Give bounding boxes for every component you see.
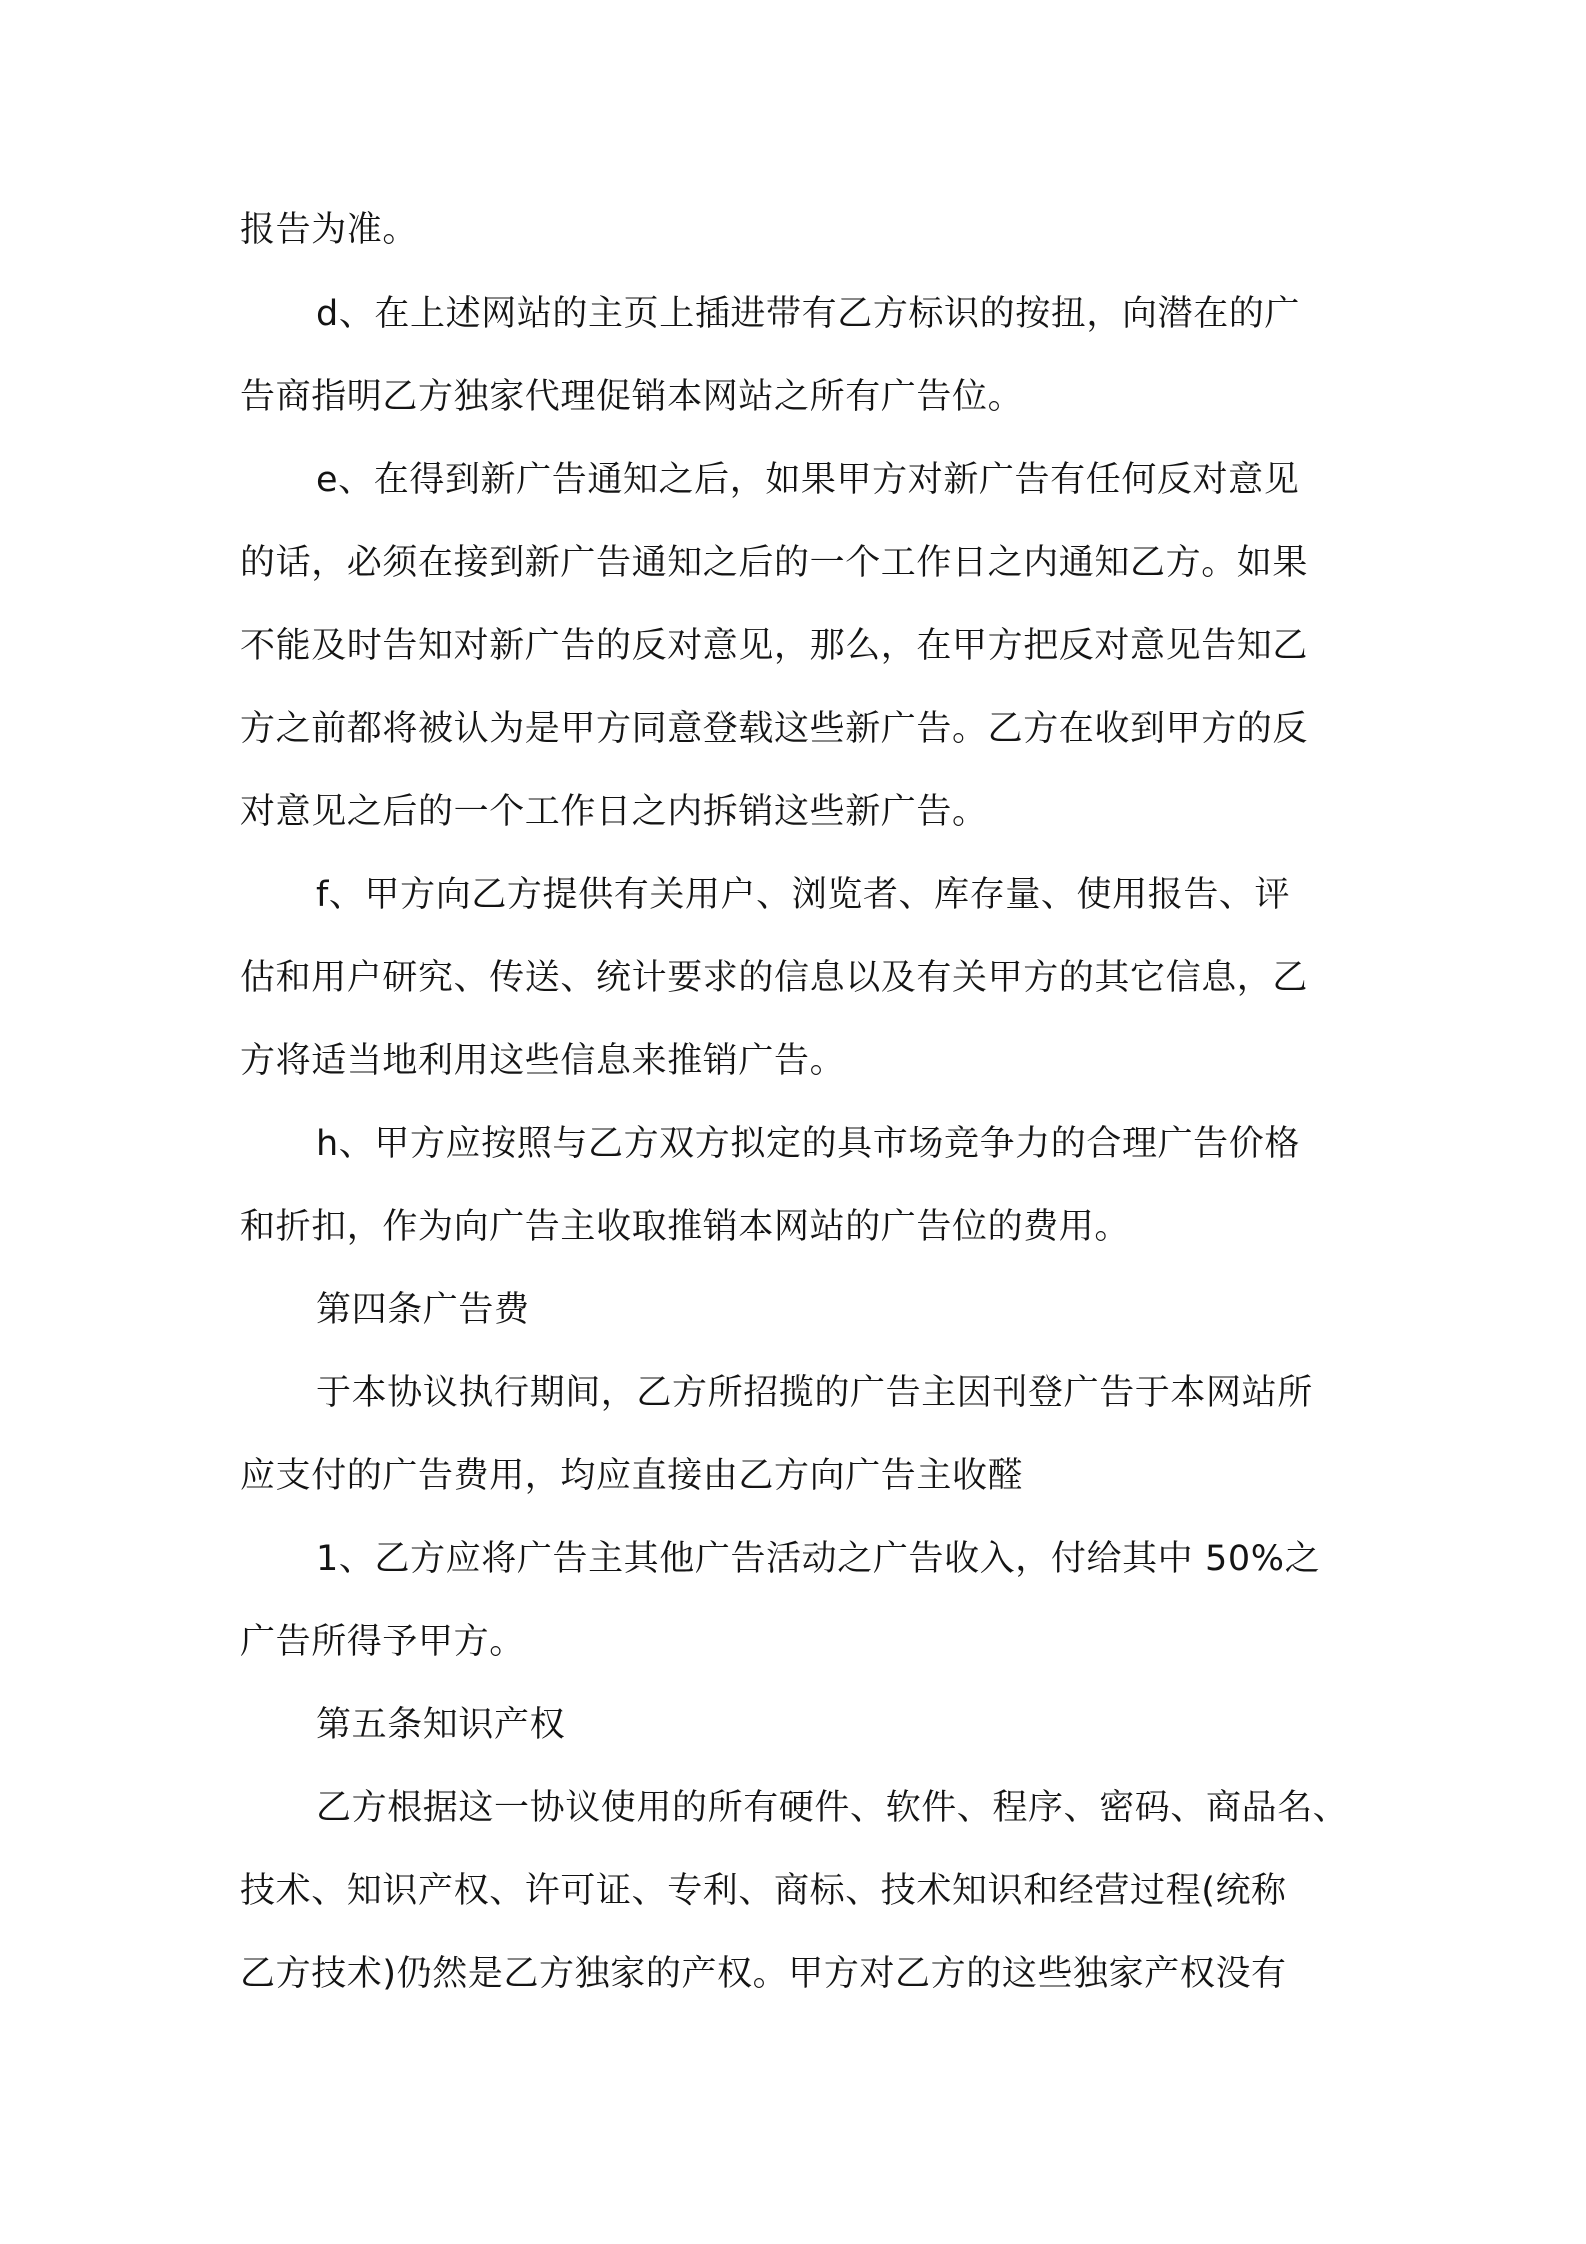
text-line: 技术、知识产权、许可证、专利、商标、技术知识和经营过程(统称 xyxy=(240,1871,1287,1911)
text-line: d、在上述网站的主页上插进带有乙方标识的按扭，向潜在的广 xyxy=(316,294,1301,334)
text-line: 应支付的广告费用，均应直接由乙方向广告主收醛 xyxy=(240,1456,1024,1496)
text-line: h、甲方应按照与乙方双方拟定的具市场竞争力的合理广告价格 xyxy=(316,1124,1300,1164)
text-line: 方将适当地利用这些信息来推销广告。 xyxy=(240,1041,846,1081)
text-line: 告商指明乙方独家代理促销本网站之所有广告位。 xyxy=(240,377,1024,417)
text-line: 报告为准。 xyxy=(240,210,419,250)
text-line: 乙方根据这一协议使用的所有硬件、软件、程序、密码、商品名、 xyxy=(316,1788,1349,1828)
text-line: f、甲方向乙方提供有关用户、浏览者、库存量、使用报告、评 xyxy=(316,875,1291,915)
section-heading: 第四条广告费 xyxy=(316,1290,530,1330)
text-line: 的话，必须在接到新广告通知之后的一个工作日之内通知乙方。如果 xyxy=(240,543,1309,583)
text-line: 对意见之后的一个工作日之内拆销这些新广告。 xyxy=(240,792,988,832)
text-line: 于本协议执行期间，乙方所招揽的广告主因刊登广告于本网站所 xyxy=(316,1373,1313,1413)
text-line: e、在得到新广告通知之后，如果甲方对新广告有任何反对意见 xyxy=(316,460,1300,500)
text-line: 和折扣，作为向广告主收取推销本网站的广告位的费用。 xyxy=(240,1207,1131,1247)
text-line: 估和用户研究、传送、统计要求的信息以及有关甲方的其它信息，乙 xyxy=(240,958,1309,998)
text-line: 不能及时告知对新广告的反对意见，那么，在甲方把反对意见告知乙 xyxy=(240,626,1309,666)
section-heading: 第五条知识产权 xyxy=(316,1705,566,1745)
text-line: 乙方技术)仍然是乙方独家的产权。甲方对乙方的这些独家产权没有 xyxy=(240,1954,1287,1994)
text-line: 方之前都将被认为是甲方同意登载这些新广告。乙方在收到甲方的反 xyxy=(240,709,1309,749)
text-line: 广告所得予甲方。 xyxy=(240,1622,525,1662)
text-line: 1、乙方应将广告主其他广告活动之广告收入，付给其中 50%之 xyxy=(316,1539,1321,1579)
